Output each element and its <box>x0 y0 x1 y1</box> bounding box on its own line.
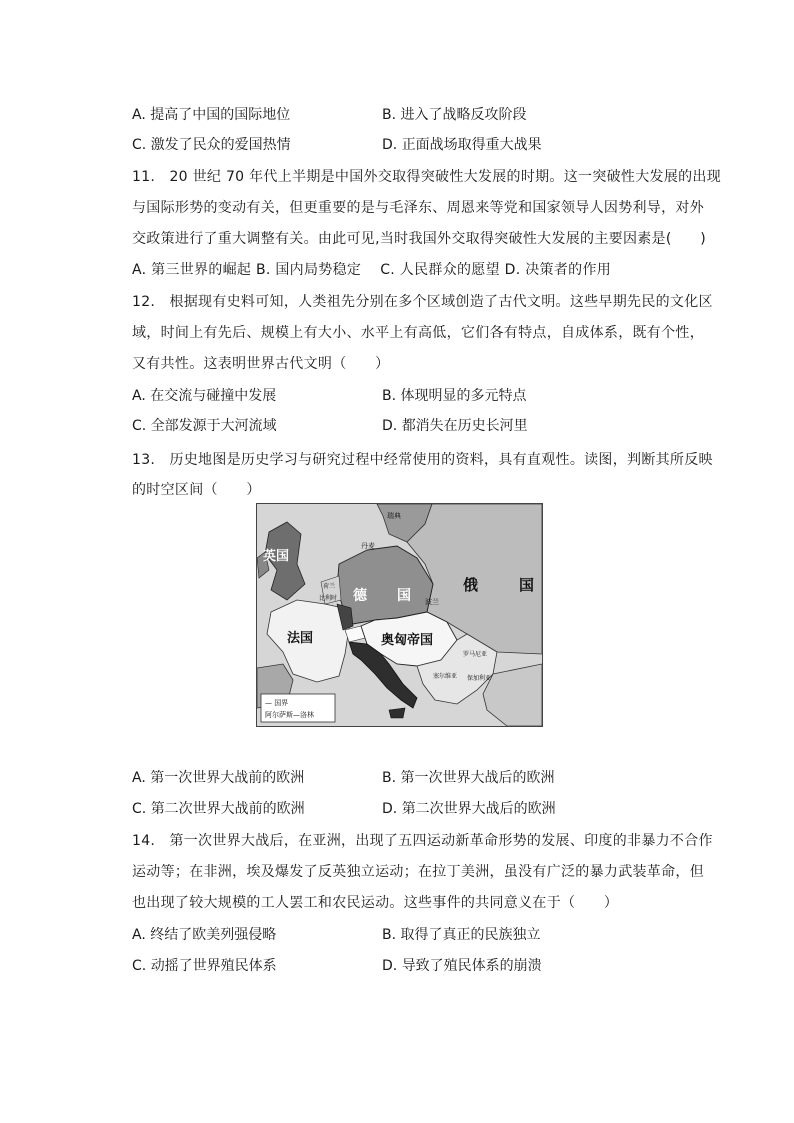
map-label-russia-2: 国 <box>519 576 535 594</box>
q13-line-1: 13. 历史地图是历史学习与研究过程中经常使用的资料，具有直观性。读图，判断其所反映 <box>132 452 713 468</box>
q14-line-1: 14. 第一次世界大战后，在亚洲，出现了五四运动新革命形势的发展、印度的非暴力不合作 <box>132 833 713 849</box>
q11-number: 11. <box>132 169 156 185</box>
map-label-small-8: 塞尔维亚 <box>433 673 458 680</box>
q11-line-1: 11. 20 世纪 70 年代上半期是中国外交取得突破性大发展的时期。这一突破性大发展的出现 <box>132 169 722 185</box>
q14-option-c: C. 动摇了世界殖民体系 <box>132 958 277 974</box>
map-label-small-3: 荷兰 <box>323 583 336 590</box>
q10-option-a: A. 提高了中国的国际地位 <box>132 107 291 123</box>
q13-option-d: D. 第二次世界大战后的欧洲 <box>382 801 556 817</box>
q12-option-b: B. 体现明显的多元特点 <box>382 388 527 404</box>
q12-line-2: 域，时间上有先后、规模上有大小、水平上有高低，它们各有特点，自成体系，既有个性， <box>132 325 704 341</box>
q12-option-d: D. 都消失在历史长河里 <box>382 418 528 434</box>
map-label-france: 法国 <box>287 631 314 646</box>
map-label-small-7: 保加利亚 <box>467 675 492 682</box>
map-label-small-1: 瑞典 <box>387 512 401 520</box>
q11-line-3: 交政策进行了重大调整有关。由此可见,当时我国外交取得突破性大发展的主要因素是( ) <box>132 231 706 247</box>
map-label-germany-1: 德 <box>353 588 367 604</box>
q12-line-1: 12. 根据现有史料可知，人类祖先分别在多个区域创造了古代文明。这些早期先民的文化区 <box>132 294 713 310</box>
q13-option-c: C. 第二次世界大战前的欧洲 <box>132 801 305 817</box>
q11-options: A. 第三世界的崛起 B. 国内局势稳定 C. 人民群众的愿望 D. 决策者的作用 <box>132 262 612 278</box>
q10-option-b: B. 进入了战略反攻阶段 <box>382 107 527 123</box>
map-label-russia-1: 俄 <box>463 576 479 594</box>
q12-option-a: A. 在交流与碰撞中发展 <box>132 388 277 404</box>
q14-number: 14. <box>132 833 156 849</box>
map-label-small-2: 丹麦 <box>361 542 375 550</box>
q14-line-2: 运动等；在非洲，埃及爆发了反英独立运动；在拉丁美洲，虽没有广泛的暴力武装革命，但 <box>132 864 704 880</box>
q13-number: 13. <box>132 452 156 468</box>
map-legend-border: — 国界 <box>265 699 289 707</box>
q14-option-a: A. 终结了欧美列强侵略 <box>132 927 277 943</box>
map-sicily <box>389 708 405 718</box>
q10-option-d: D. 正面战场取得重大战果 <box>382 137 542 153</box>
map-label-germany-2: 国 <box>397 588 411 604</box>
q12-option-c: C. 全部发源于大河流域 <box>132 418 277 434</box>
q14-option-b: B. 取得了真正的民族独立 <box>382 927 541 943</box>
map-legend-region: 阿尔萨斯—洛林 <box>265 711 314 719</box>
q12-number: 12. <box>132 294 156 310</box>
q12-line-3: 又有共性。这表明世界古代文明（ ） <box>132 356 390 372</box>
q13-option-b: B. 第一次世界大战后的欧洲 <box>382 770 555 786</box>
q11-line-2: 与国际形势的变动有关，但更重要的是与毛泽东、周恩来等党和国家领导人因势利导，对外 <box>132 200 704 216</box>
q10-option-c: C. 激发了民众的爱国热情 <box>132 137 291 153</box>
map-label-small-6: 罗马尼亚 <box>463 651 488 658</box>
map-label-small-4: 比利时 <box>319 595 338 602</box>
europe-historical-map <box>256 503 543 727</box>
map-label-austria-hungary: 奥匈帝国 <box>381 633 434 648</box>
map-label-small-5: 波兰 <box>425 598 439 606</box>
q14-option-d: D. 导致了殖民体系的崩溃 <box>382 958 542 974</box>
q13-option-a: A. 第一次世界大战前的欧洲 <box>132 770 305 786</box>
map-label-uk: 英国 <box>263 549 290 564</box>
q14-line-3: 也出现了较大规模的工人罢工和农民运动。这些事件的共同意义在于（ ） <box>132 895 619 911</box>
q13-line-2: 的时空区间（ ） <box>132 482 261 498</box>
